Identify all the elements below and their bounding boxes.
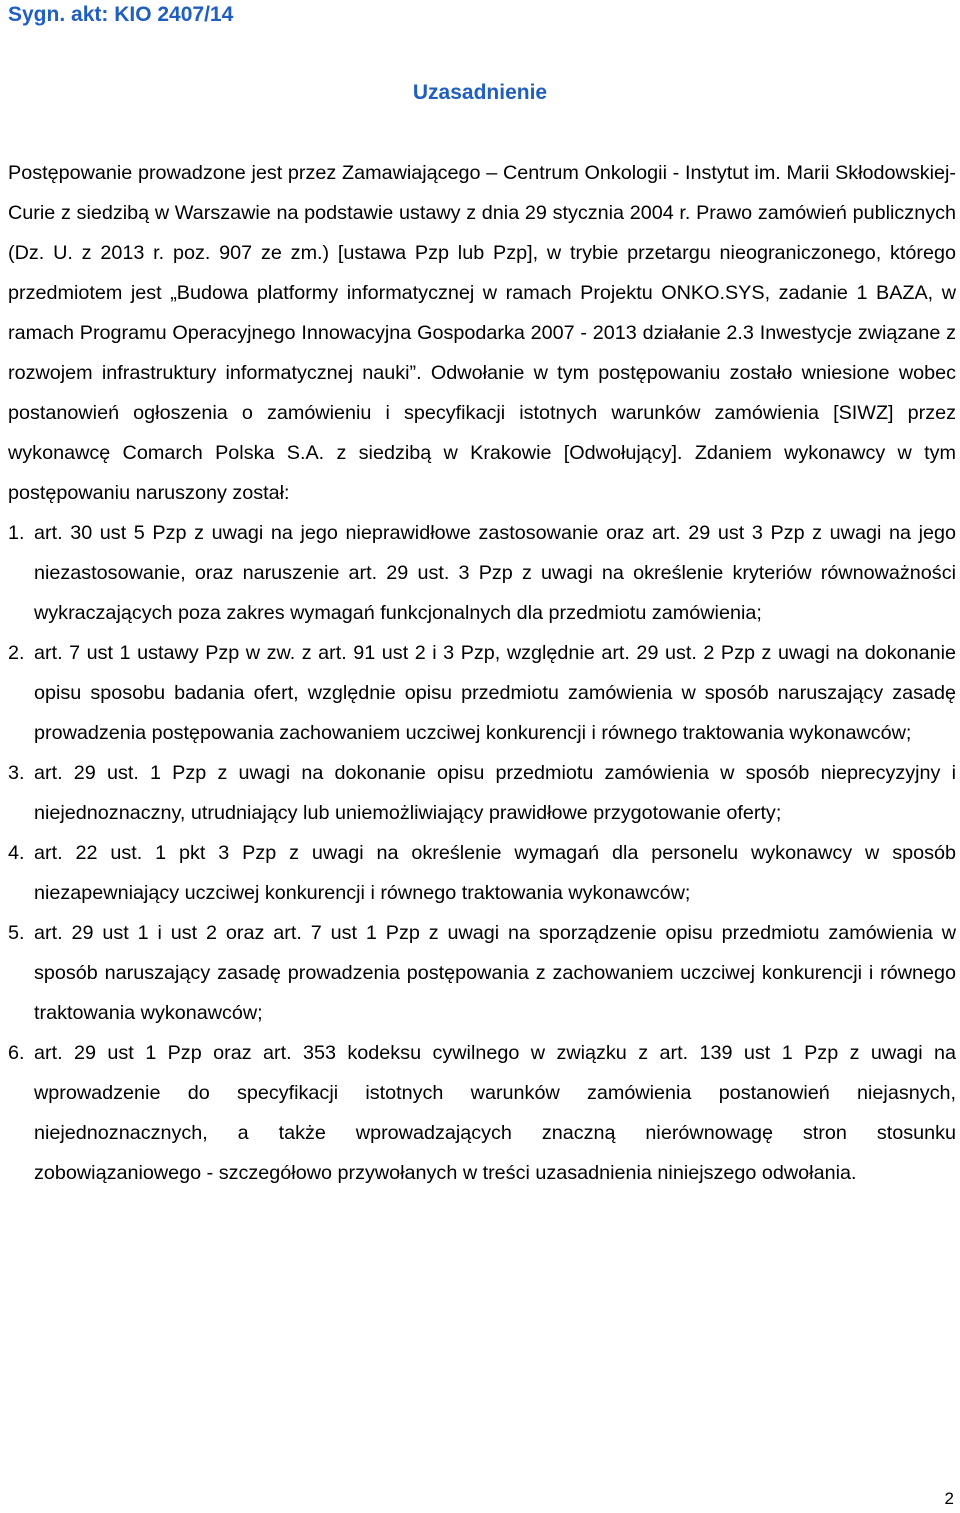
list-item <box>8 1033 956 1193</box>
list-item-number: 5. <box>8 922 25 944</box>
case-number-header: Sygn. akt: KIO 2407/14 <box>8 3 234 26</box>
list-item-number: 2. <box>8 642 25 664</box>
list-item <box>8 913 956 1033</box>
list-item-text: art. 29 ust 1 Pzp oraz art. 353 kodeksu cywilnego w związku z art. 139 ust 1 Pzp z uwagi na wprowadzenie do specyfikacji istotnych warunków zamówienia postanowień niejasnych, niejednoznacznych, a także wprowadzających znaczną nierównowagę stron stosunku zobowiązaniowego - szczegółowo przywołanych w treści uzasadnienia niniejszego odwołania. <box>34 1042 956 1184</box>
list-item-number: 6. <box>8 1042 25 1064</box>
list-item-text: art. 29 ust 1 i ust 2 oraz art. 7 ust 1 Pzp z uwagi na sporządzenie opisu przedmiotu zamówienia w sposób naruszający zasadę prowadzenia postępowania z zachowaniem uczciwej konkurencji i równego traktowania wykonawców; <box>34 922 956 1024</box>
document-heading: Uzasadnienie <box>412 81 548 104</box>
list-item-text: art. 30 ust 5 Pzp z uwagi na jego nieprawidłowe zastosowanie oraz art. 29 ust 3 Pzp z uwagi na jego niezastosowanie, oraz naruszenie art. 29 ust. 3 Pzp z uwagi na określenie kryteriów równoważności wykraczających poza zakres wymagań funkcjonalnych dla przedmiotu zamówienia; <box>34 522 956 624</box>
list-item <box>8 833 956 913</box>
list-item-text: art. 29 ust. 1 Pzp z uwagi na dokonanie opisu przedmiotu zamówienia w sposób nieprecyzyjny i niejednoznaczny, utrudniający lub uniemożliwiający prawidłowe przygotowanie oferty; <box>34 762 956 824</box>
list-item <box>8 753 956 833</box>
list-item-number: 1. <box>8 522 25 544</box>
list-item-number: 4. <box>8 842 25 864</box>
list-item-text: art. 7 ust 1 ustawy Pzp w zw. z art. 91 ust 2 i 3 Pzp, względnie art. 29 ust. 2 Pzp z uwagi na dokonanie opisu sposobu badania ofert, względnie opisu przedmiotu zamówienia w sposób naruszający zasadę prowadzenia postępowania zachowaniem uczciwej konkurencji i równego traktowania wykonawców; <box>34 642 956 744</box>
list-item <box>8 513 956 633</box>
list-item-number: 3. <box>8 762 25 784</box>
intro-paragraph: Postępowanie prowadzone jest przez Zamawiającego – Centrum Onkologii - Instytut im. Marii Skłodowskiej-Curie z siedzibą w Warszawie na podstawie ustawy z dnia 29 stycznia 2004 r. Prawo zamówień publicznych (Dz. U. z 2013 r. poz. 907 ze zm.) [ustawa Pzp lub Pzp], w trybie przetargu nieograniczonego, którego przedmiotem jest „Budowa platformy informatycznej w ramach Projektu ONKO.SYS, zadanie 1 BAZA, w ramach Programu Operacyjnego Innowacyjna Gospodarka 2007 - 2013 działanie 2.3 Inwestycje związane z rozwojem infrastruktury informatycznej nauki”. Odwołanie w tym postępowaniu zostało wniesione wobec postanowień ogłoszenia o zamówieniu i specyfikacji istotnych warunków zamówienia [SIWZ] przez wykonawcę Comarch Polska S.A. z siedzibą w Krakowie [Odwołujący]. Zdaniem wykonawcy w tym postępowaniu naruszony został: <box>8 162 956 504</box>
list-item-text: art. 22 ust. 1 pkt 3 Pzp z uwagi na określenie wymagań dla personelu wykonawcy w sposób niezapewniający uczciwej konkurencji i równego traktowania wykonawców; <box>34 842 956 904</box>
list-item <box>8 633 956 753</box>
violations-list <box>8 513 956 1193</box>
page-number: 2 <box>944 1489 954 1508</box>
document-body <box>8 153 956 1193</box>
